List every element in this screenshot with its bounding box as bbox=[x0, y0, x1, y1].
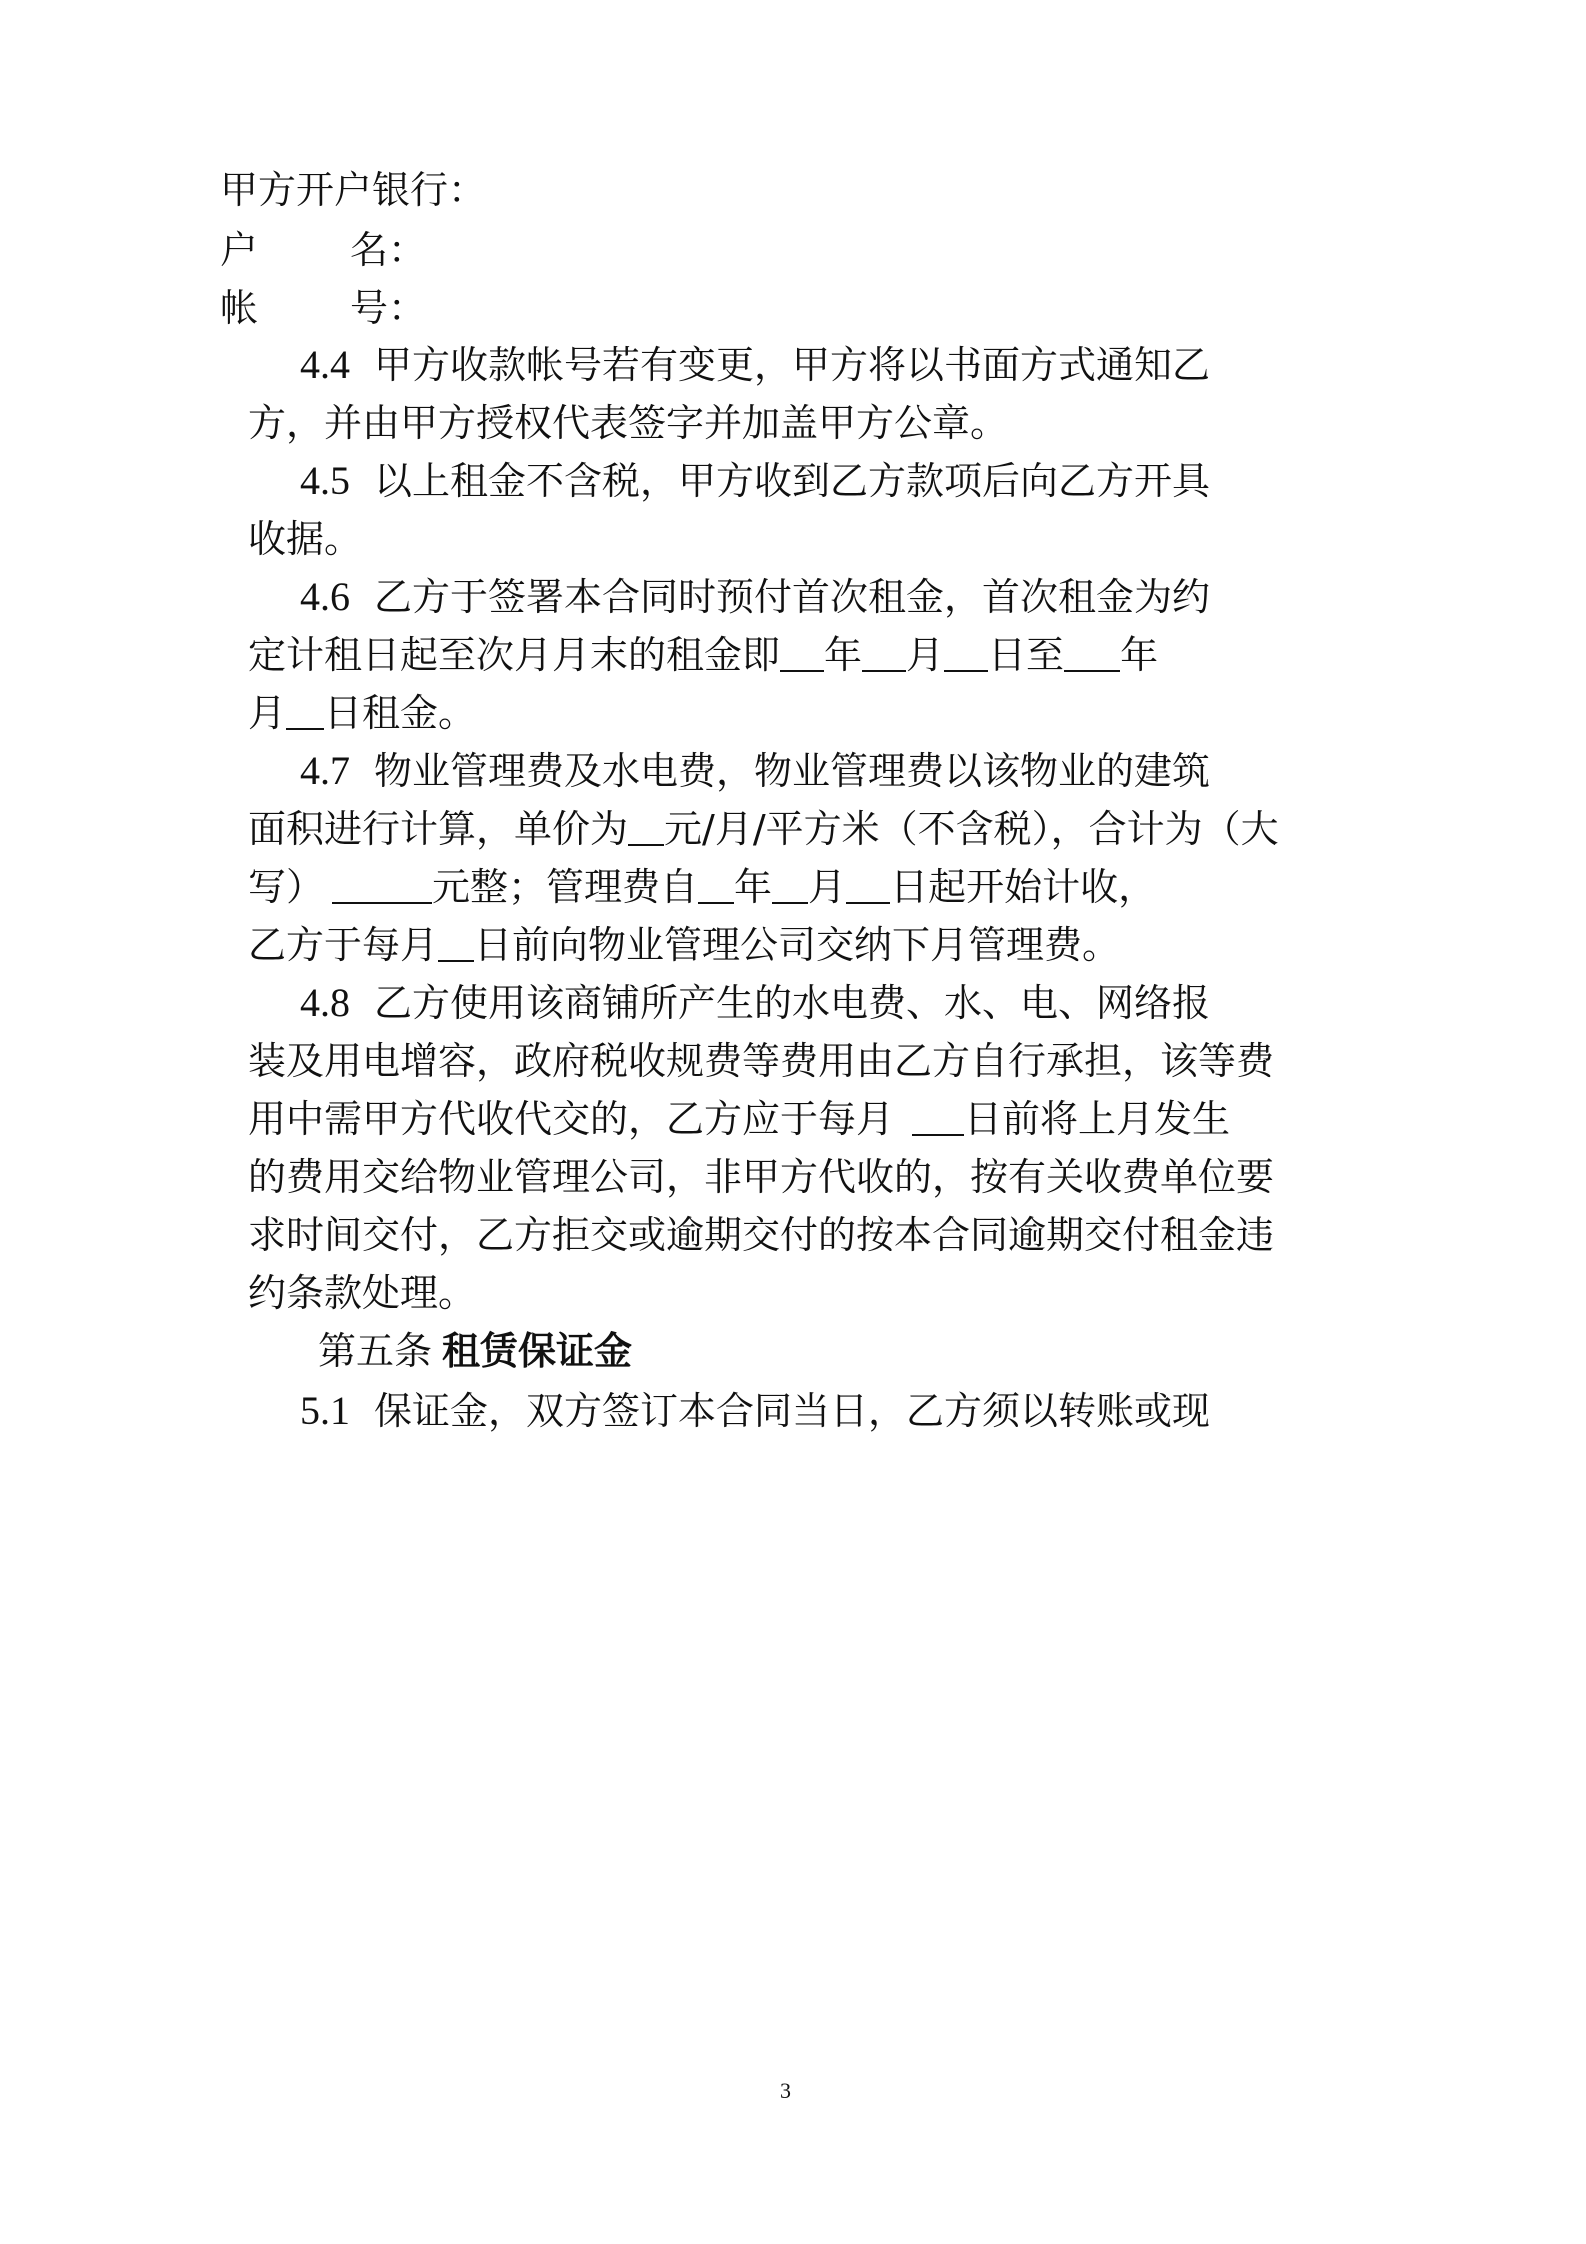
blank-field bbox=[438, 924, 474, 962]
blank-field bbox=[772, 866, 808, 904]
clause-4-7-line2: 面积进行计算，单价为 元/月/平方米（不含税），合计为（大 bbox=[248, 807, 1279, 851]
article-5-heading: 第五条 租赁保证金 bbox=[318, 1329, 633, 1373]
clause-5-1-line1: 5.1 保证金，双方签订本合同当日，乙方须以转账或现 bbox=[300, 1388, 1211, 1433]
clause-4-5-line1: 4.5 以上租金不含税，甲方收到乙方款项后向乙方开具 bbox=[300, 458, 1211, 503]
clause-4-6-line3: 月 日租金。 bbox=[248, 691, 477, 735]
clause-4-4-line2: 方，并由甲方授权代表签字并加盖甲方公章。 bbox=[248, 401, 1009, 445]
blank-field bbox=[286, 692, 324, 730]
blank-field bbox=[780, 634, 824, 672]
account-name-label-char1: 户 bbox=[220, 228, 259, 272]
blank-field bbox=[912, 1098, 964, 1136]
clause-4-8-line2: 装及用电增容，政府税收规费等费用由乙方自行承担，该等费 bbox=[248, 1039, 1275, 1083]
clause-4-8-line1: 4.8 乙方使用该商铺所产生的水电费、水、电、网络报 bbox=[300, 980, 1211, 1025]
blank-field bbox=[944, 634, 988, 672]
clause-4-5-line2: 收据。 bbox=[248, 517, 363, 561]
bank-label: 甲方开户银行： bbox=[220, 168, 487, 212]
clause-4-8-line6: 约条款处理。 bbox=[248, 1271, 477, 1315]
page-number: 3 bbox=[780, 2078, 791, 2103]
blank-field bbox=[862, 634, 906, 672]
account-number-label-char2: 号： bbox=[350, 286, 427, 330]
blank-field bbox=[1064, 634, 1120, 672]
blank-field bbox=[846, 866, 890, 904]
clause-4-7-line1: 4.7 物业管理费及水电费，物业管理费以该物业的建筑 bbox=[300, 748, 1211, 793]
clause-4-6-line1: 4.6 乙方于签署本合同时预付首次租金，首次租金为约 bbox=[300, 574, 1211, 619]
blank-field bbox=[332, 866, 432, 904]
clause-4-8-line4: 的费用交给物业管理公司，非甲方代收的，按有关收费单位要 bbox=[248, 1155, 1275, 1199]
clause-4-4-line1: 4.4 甲方收款帐号若有变更，甲方将以书面方式通知乙 bbox=[300, 342, 1211, 387]
clause-4-7-line4: 乙方于每月 日前向物业管理公司交纳下月管理费。 bbox=[248, 923, 1121, 967]
blank-field bbox=[628, 808, 664, 846]
clause-4-6-line2: 定计租日起至次月月末的租金即 年 月 日至 年 bbox=[248, 633, 1159, 677]
clause-4-8-line3: 用中需甲方代收代交的，乙方应于每月 日前将上月发生 bbox=[248, 1097, 1231, 1141]
blank-field bbox=[698, 866, 734, 904]
clause-4-7-line3: 写） 元整；管理费自 年 月 日起开始计收， bbox=[248, 865, 1157, 909]
account-number-label-char1: 帐 bbox=[220, 286, 259, 330]
account-name-label-char2: 名： bbox=[350, 228, 427, 272]
clause-4-8-line5: 求时间交付，乙方拒交或逾期交付的按本合同逾期交付租金违 bbox=[248, 1213, 1275, 1257]
